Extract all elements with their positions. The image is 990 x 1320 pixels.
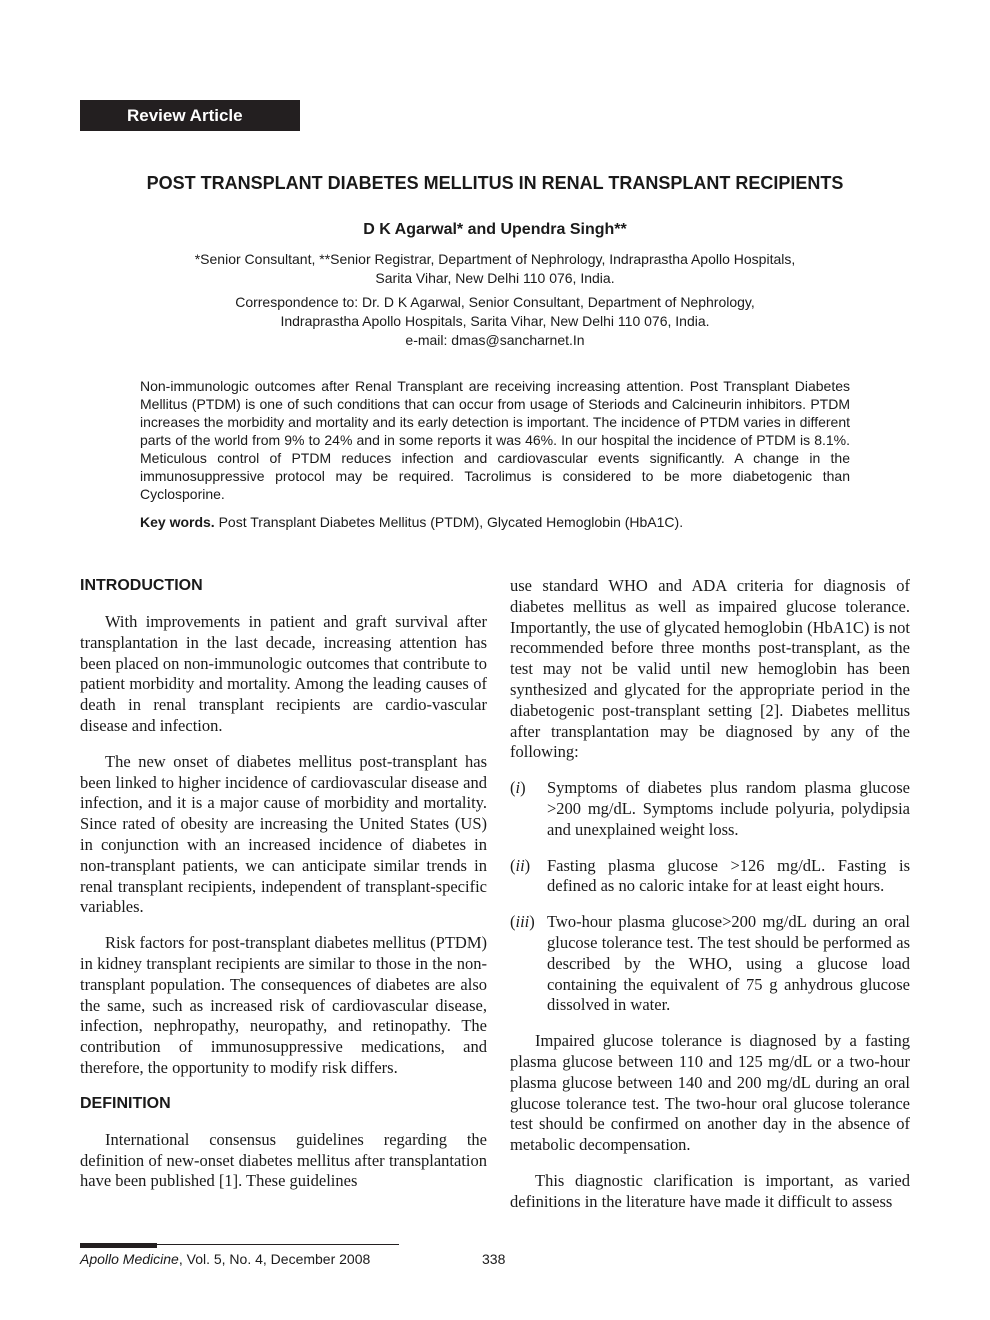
paragraph: The new onset of diabetes mellitus post-transplant has been linked to higher incidence of cardiovascular disease and infection, and it is a major cause of morbidity and mortality. Since rated of obesity are increasing the United States (US) in conjunction with an increased incidence of diabetes in non-transplant patients, we can anticipate similar trends in renal transplant recipients, independent of transplant-specific variables.: [80, 751, 487, 917]
list-item: [510, 856, 910, 898]
left-column: [80, 576, 487, 1192]
paragraph: With improvements in patient and graft survival after transplantation in the last decade, increasing attention has been placed on non-immunologic outcomes that contribute to patient morbidity and mortality. Among the leading causes of death in renal transplant recipients are cardio-vascular disease and infection.: [80, 612, 487, 735]
abstract: Non-immunologic outcomes after Renal Transplant are receiving increasing attention. Post Transplant Diabetes Mellitus (PTDM) is one of such conditions that can occur from usage of Steriods and Calcineurin inhibitors. PTDM increases the morbidity and mortality and its early detection is important. The incidence of PTDM varies in different parts of the world from 9% to 24% and in some reports it was 46%. In our hospital the incidence of PTDM is 8.1%. Meticulous control of PTDM reduces infection and cardiovascular events significantly. A change in the immunosuppressive protocol may be required. Tacrolimus is considered to be more diabetogenic than Cyclosporine.: [140, 378, 850, 502]
footer-citation: [80, 1251, 370, 1267]
correspondence-line: Indraprastha Apollo Hospitals, Sarita Vihar, New Delhi 110 076, India.: [280, 313, 710, 329]
article-title: POST TRANSPLANT DIABETES MELLITUS IN RENAL TRANSPLANT RECIPIENTS: [146, 173, 844, 193]
list-text: Fasting plasma glucose >126 mg/dL. Fasting is defined as no caloric intake for at least eight hours.: [547, 855, 910, 896]
journal-name: Apollo Medicine: [80, 1251, 179, 1267]
author-affiliation: [0, 250, 990, 288]
section-heading-introduction: INTRODUCTION: [80, 577, 203, 594]
list-number: (i): [510, 778, 526, 798]
section-heading-definition: DEFINITION: [80, 1094, 171, 1112]
keywords-text: Post Transplant Diabetes Mellitus (PTDM), Glycated Hemoglobin (HbA1C).: [214, 514, 684, 530]
right-column: [510, 576, 910, 1213]
keywords: [140, 513, 850, 531]
correspondence-block: [0, 293, 990, 350]
list-text: Two-hour plasma glucose>200 mg/dL during an oral glucose tolerance test. The test should be performed as described by the WHO, using a glucose load containing the equivalent of 75 g anhydrous glucose dissolved in water.: [547, 912, 910, 1015]
paragraph: This diagnostic clarification is important, as varied definitions in the literature have made it difficult to assess: [510, 1170, 910, 1211]
correspondence-email[interactable]: e-mail: dmas@sancharnet.In: [405, 332, 585, 348]
page-number: 338: [482, 1251, 506, 1267]
paragraph: Impaired glucose tolerance is diagnosed by a fasting plasma glucose between 110 and 125 mg/dL or a two-hour plasma glucose between 140 and 200 mg/dL during an oral glucose tolerance test. The two-hour oral glucose tolerance test should be confirmed on another day in the absence of metabolic decompensation.: [510, 1031, 910, 1155]
article-type-badge: Review Article: [80, 100, 300, 131]
paragraph: International consensus guidelines regarding the definition of new-onset diabetes mellitus after transplantation have been published [1]. These guidelines: [80, 1129, 487, 1191]
paragraph: Risk factors for post-transplant diabetes mellitus (PTDM) in kidney transplant recipients are similar to those in the non-transplant population. The consequences of diabetes are also the same, such as increased risk of cardiovascular disease, infection, nephropathy, neuropathy, and retinopathy. The contribution of immunosuppressive medications, and therefore, the opportunity to modify risk differs.: [80, 933, 487, 1077]
affiliation-line: Sarita Vihar, New Delhi 110 076, India.: [375, 270, 615, 286]
correspondence-line: Correspondence to: Dr. D K Agarwal, Senior Consultant, Department of Nephrology,: [235, 294, 755, 310]
list-item: [510, 912, 910, 1016]
list-text: Symptoms of diabetes plus random plasma glucose >200 mg/dL. Symptoms include polyuria, polydipsia and unexplained weight loss.: [547, 778, 910, 839]
affiliation-line: *Senior Consultant, **Senior Registrar, Department of Nephrology, Indraprastha Apollo Hospitals,: [194, 251, 796, 267]
article-authors: D K Agarwal* and Upendra Singh**: [363, 221, 627, 238]
list-item: [510, 778, 910, 840]
footer-rule: [157, 1244, 399, 1245]
list-number: (ii): [510, 855, 531, 875]
journal-issue: , Vol. 5, No. 4, December 2008: [178, 1251, 371, 1267]
footer-rule: [80, 1243, 157, 1248]
keywords-label: Key words.: [140, 514, 215, 530]
paragraph: use standard WHO and ADA criteria for diagnosis of diabetes mellitus as well as impaired glucose tolerance. Importantly, the use of glycated hemoglobin (HbA1C) is not recommended before three months post-transplant, as the test may not be valid until new hemoglobin has been synthesized and glycated for the appropriate period in the diabetogenic post-transplant setting [2]. Diabetes mellitus after transplantation may be diagnosed by any of the following:: [510, 576, 910, 762]
list-number: (iii): [510, 912, 535, 932]
